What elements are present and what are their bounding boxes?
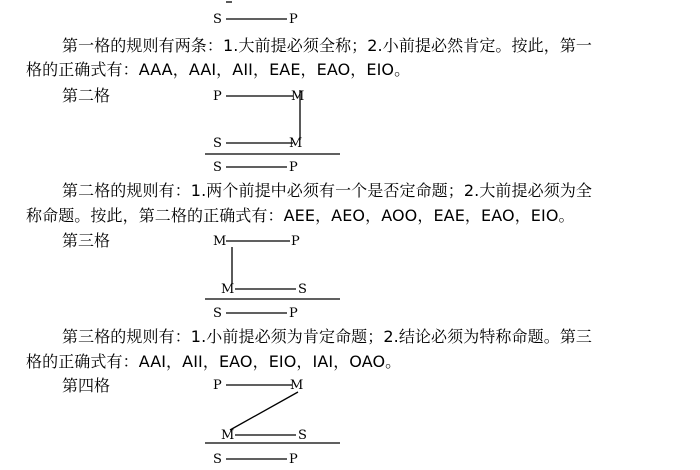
figure4-conclusion-p: P (289, 452, 298, 467)
figure1-rules-line2: 格的正确式有：AAA，AAI，AII，EAE，EAO，EIO。 (26, 60, 411, 79)
figure3-minor-m: M (221, 282, 235, 297)
figure3-rules-line1: 第三格的规则有：1.小前提必须为肯定命题；2.结论必须为特称命题。第三 (62, 327, 593, 346)
figure3-rules-line2: 格的正确式有：AAI，AII，EAO，EIO，IAI，OAO。 (26, 352, 402, 371)
figure2-rules-line1: 第二格的规则有：1.两个前提中必须有一个是否定命题；2.大前提必须为全 (62, 181, 593, 200)
figure2-minor-m: M (289, 136, 303, 151)
figure3-minor-s: S (298, 282, 307, 297)
figure3-conclusion-s: S (213, 306, 222, 321)
figure2-rules-line2: 称命题。按此，第二格的正确式有：AEE，AEO，AOO，EAE，EAO，EIO。 (26, 206, 575, 225)
figure3-major-m: M (213, 234, 227, 249)
figure3-conclusion-p: P (289, 306, 298, 321)
figure2-minor-s: S (213, 136, 222, 151)
figure4-minor-m: M (221, 428, 235, 443)
figure2-major-m: M (291, 89, 305, 104)
figure3-heading: 第三格 (62, 231, 111, 250)
figure4-heading: 第四格 (62, 376, 111, 395)
figure4-major-m: M (290, 378, 304, 393)
figure1-conclusion-s: S (213, 12, 222, 27)
figure4-major-p: P (213, 378, 222, 393)
figure1-conclusion-p: P (289, 12, 298, 27)
figure1-rules-line1: 第一格的规则有两条：1.大前提必须全称；2.小前提必然肯定。按此，第一 (62, 36, 593, 55)
figure2-heading: 第二格 (62, 86, 111, 105)
figure4-minor-s: S (298, 428, 307, 443)
figure2-conclusion-s: S (213, 160, 222, 175)
figure4-conclusion-s: S (213, 452, 222, 467)
figure2-major-p: P (213, 89, 222, 104)
figure4-connector (230, 392, 298, 430)
figure3-major-p: P (291, 234, 300, 249)
figure2-conclusion-p: P (289, 160, 298, 175)
